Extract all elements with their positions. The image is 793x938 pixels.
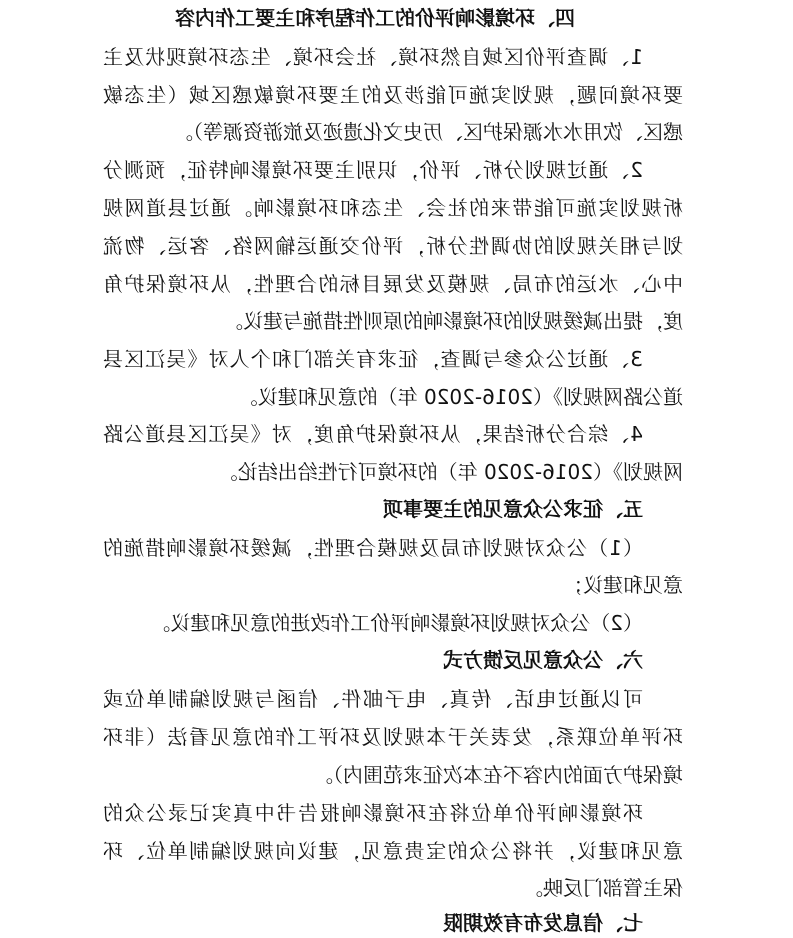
section-5-heading: 五、征求公众意见的主要事项: [383, 497, 643, 521]
paragraph-line: （2）公众对规划环境影响评价工作改进的意见和建议。: [150, 611, 643, 635]
paragraph-line: 划与相关规划的协调性分析，评价交通运输网络、客运、物流: [103, 234, 683, 258]
section-7-heading: 七、信息发布有效期限: [443, 911, 643, 935]
paragraph-line: 可以通过电话、传真、电子邮件、信函与规划编制单位或: [103, 687, 643, 711]
paragraph-line: 3、通过公众参与调查，征求有关部门和个人对《吴江区县: [103, 347, 643, 371]
paragraph-line: 要环境问题，规划实施可能涉及的主要环境敏感区域（生态敏: [103, 83, 683, 107]
paragraph-line: 4、综合分析结果，从环境保护角度，对《吴江区县道公路: [103, 422, 643, 446]
paragraph-line: 2、通过规划分析、评价，识别主要环境影响特征，预测分: [103, 158, 643, 182]
paragraph-line: 保主管部门反映。: [523, 876, 683, 900]
paragraph-line: 1、调查评价区域自然环境、社会环境、生态环境现状及主: [103, 45, 643, 69]
section-4-heading: 四、环境影响评价的工作程序和主要工作内容: [175, 6, 575, 30]
paragraph-line: 析规划实施可能带来的社会、生态和环境影响。通过县道网规: [103, 196, 683, 220]
paragraph-line: 境保护方面的内容不在本次征求范围内）。: [313, 763, 683, 787]
paragraph-line: 意见和建议；: [563, 573, 683, 597]
paragraph-line: 中心、水运的布局、规模及发展目标的合理性，从环境保护角: [103, 272, 683, 296]
paragraph-line: 意见和建议，并将公众的宝贵意见，建议向规划编制单位、环: [103, 839, 683, 863]
paragraph-line: 环境影响评价单位将在环境影响报告书中真实记录公众的: [103, 801, 643, 825]
paragraph-line: （1）公众对规划布局及规模合理性，减缓环境影响措施的: [103, 536, 643, 560]
paragraph-line: 环评单位联系，发表关于本规划及环评工作的意见看法（非环: [103, 725, 683, 749]
paragraph-line: 道公路网规划》（2016-2020 年）的意见和建议。: [237, 385, 683, 409]
paragraph-line: 网规划》（2016-2020 年）的环境可行性给出结论。: [217, 460, 683, 484]
paragraph-line: 度，提出减缓规划的环境影响的原则性措施与建议。: [223, 309, 683, 333]
paragraph-line: 感区、饮用水水源保护区、历史文化遗迹及旅游资源等）。: [173, 120, 683, 144]
section-6-heading: 六、公众意见反馈方式: [443, 648, 643, 672]
